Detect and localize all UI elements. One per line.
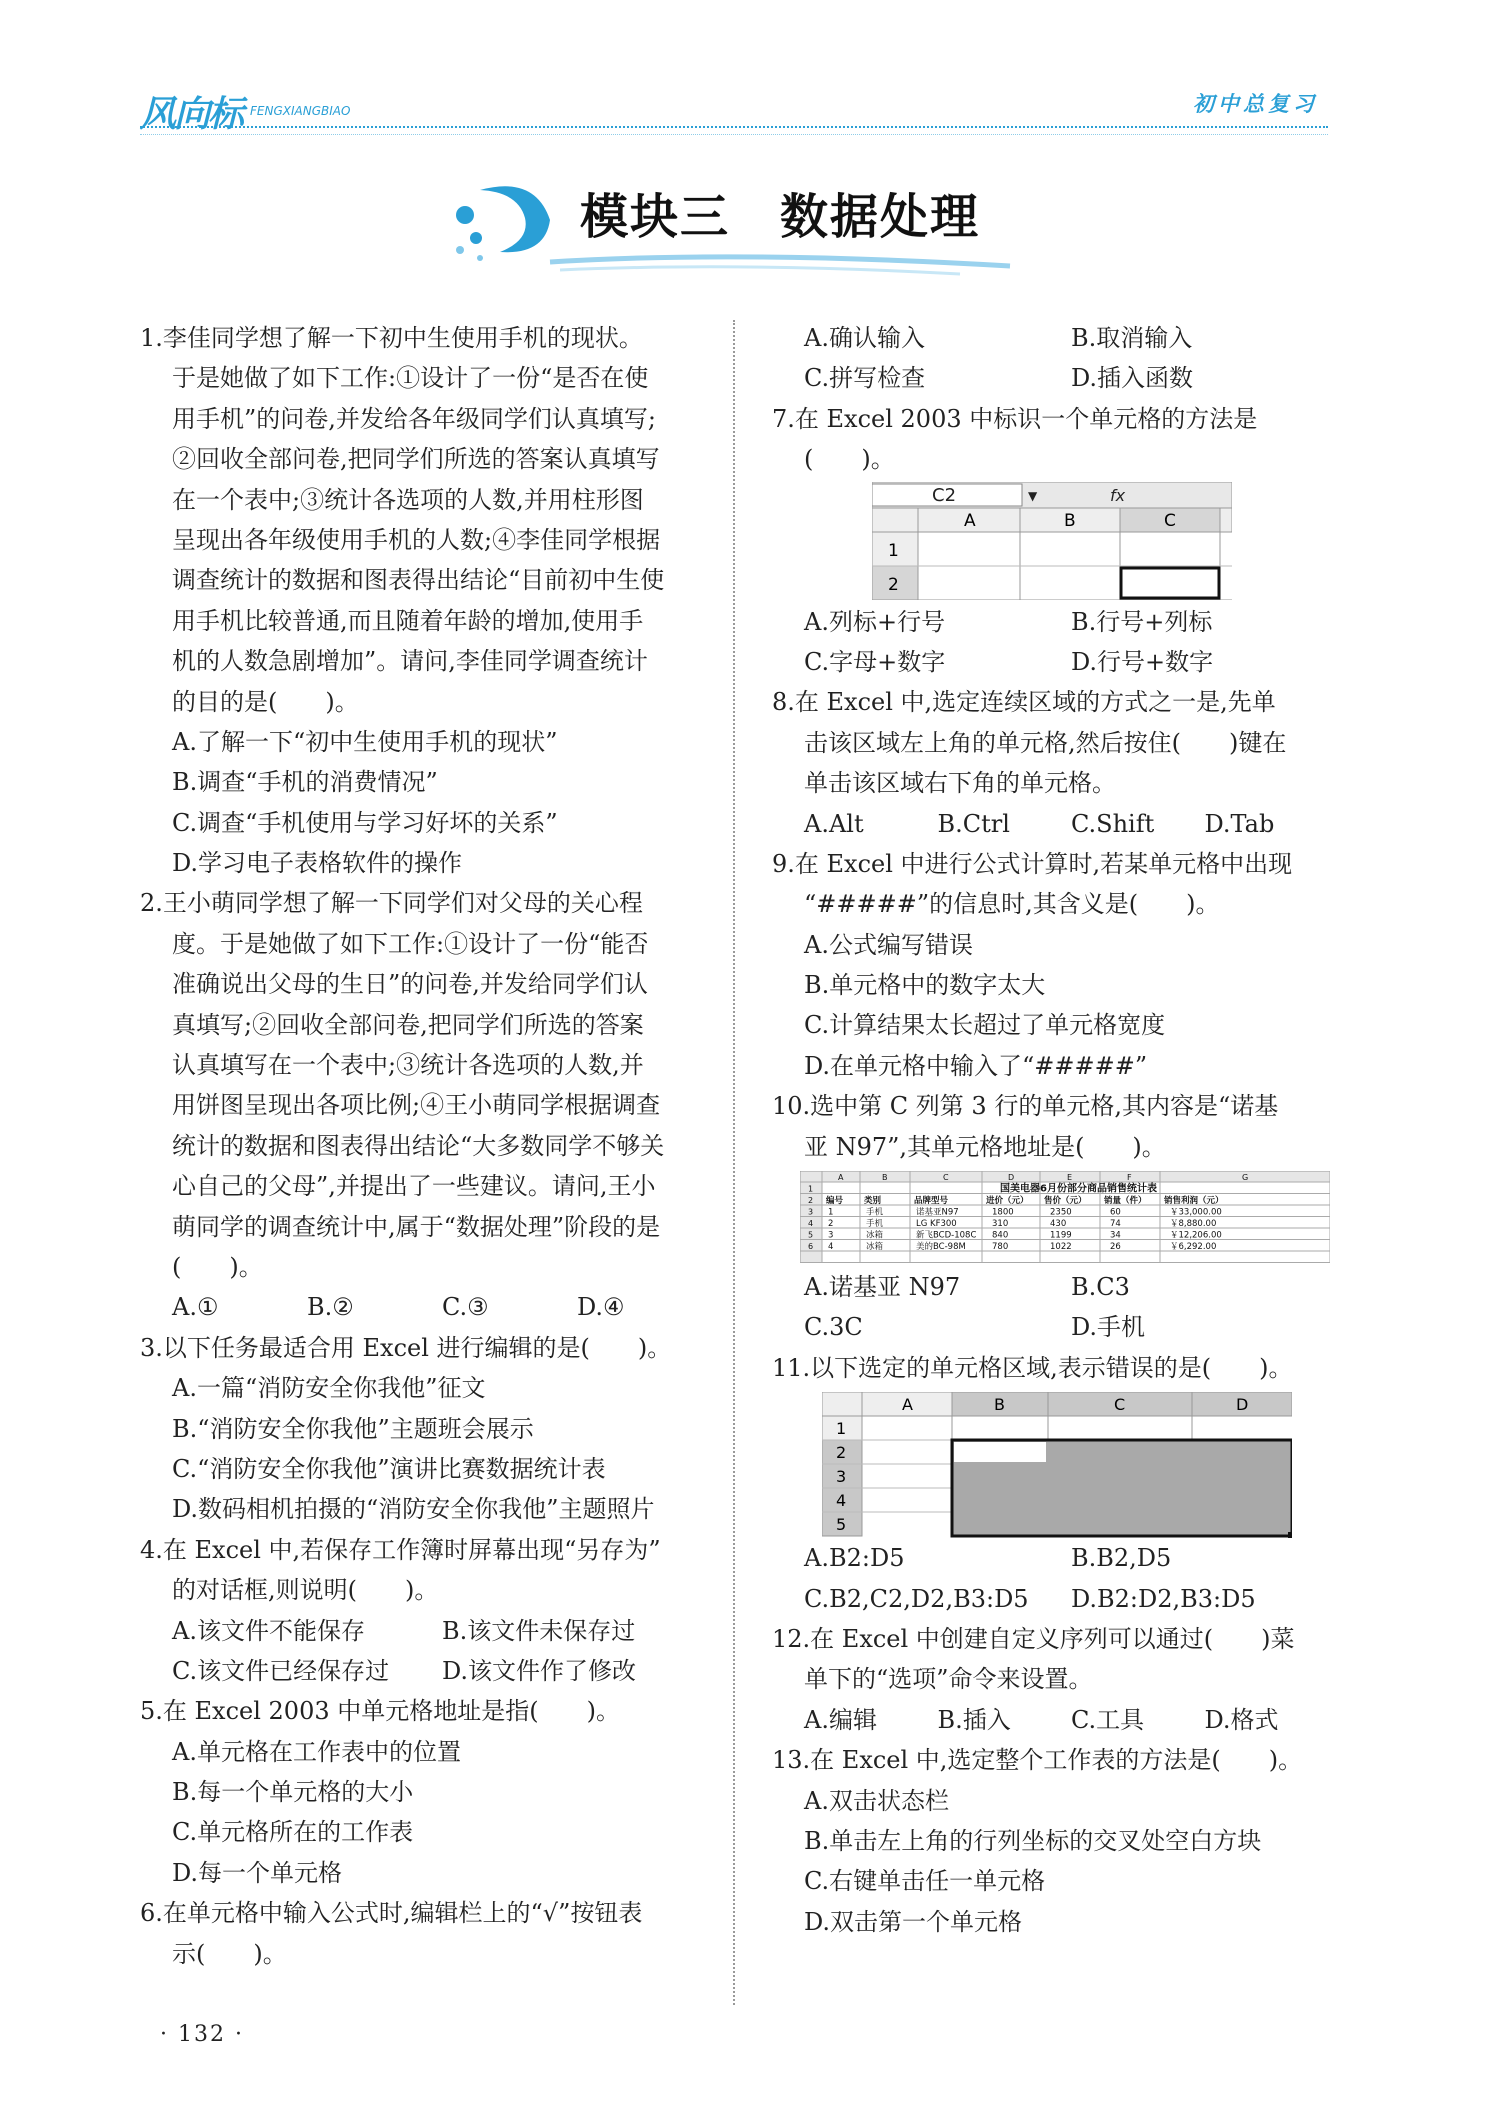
q6-options-row2 (772, 358, 1338, 398)
q10-table-cell: ￥33,000.00 (1170, 1207, 1222, 1218)
q10-col-header: G (1242, 1173, 1249, 1183)
q6-stem: 6.在单元格中输入公式时,编辑栏上的“√”按钮表 (140, 1899, 643, 1928)
q1-line: 用手机”的问卷,并发给各年级同学们认真填写; (172, 404, 656, 433)
q12-stem: 12.在 Excel 中创建自定义序列可以通过( )菜 (772, 1624, 1295, 1653)
left-column (140, 318, 712, 1974)
q9-stem: “#####”的信息时,其含义是( )。 (804, 890, 1220, 919)
q13-option-a: A.双击状态栏 (804, 1786, 949, 1815)
q11-row-2: 2 (836, 1443, 847, 1463)
header-divider-2 (140, 134, 1328, 135)
q1-option-c: C.调查“手机使用与学习好坏的关系” (172, 808, 558, 837)
q9-option-b: B.单元格中的数字太大 (804, 971, 1046, 1000)
q4-stem: 的对话框,则说明( )。 (172, 1576, 439, 1605)
q10-table-cell: 美的BC-98M (916, 1242, 966, 1253)
q10-row-header: 5 (808, 1230, 814, 1240)
q8-stem: 8.在 Excel 中,选定连续区域的方式之一是,先单 (772, 688, 1276, 717)
q10-table-cell: 60 (1110, 1207, 1121, 1218)
q10-table-cell: 冰箱 (866, 1230, 884, 1241)
q13-option-d: D.双击第一个单元格 (804, 1907, 1023, 1936)
q1-option-b: B.调查“手机的消费情况” (172, 768, 438, 797)
q10-table-cell: 840 (992, 1230, 1009, 1241)
q7-namebox: C2 (932, 484, 957, 506)
q10-table-cell: 3 (828, 1230, 834, 1241)
q11-option-d: D.B2:D2,B3:D5 (1071, 1584, 1256, 1613)
q11-row-5: 5 (836, 1515, 847, 1535)
right-column (772, 318, 1338, 1942)
q10-table-cell: 34 (1110, 1230, 1121, 1241)
q7-col-c: C (1164, 510, 1176, 531)
q10-excel-figure (772, 1167, 1338, 1267)
q10-table-cell: 新飞BCD-108C (916, 1230, 977, 1241)
q10-col-header: C (943, 1173, 949, 1183)
q13-option-b: B.单击左上角的行列坐标的交叉处空白方块 (804, 1826, 1262, 1855)
q7-options-row2 (772, 642, 1338, 682)
q9-option-d: D.在单元格中输入了“#####” (804, 1051, 1148, 1080)
q2-line: 统计的数据和图表得出结论“大多数同学不够关 (172, 1131, 665, 1160)
q1-line: ②回收全部问卷,把同学们所选的答案认真填写 (172, 445, 660, 474)
q10-table-cell: 1022 (1050, 1242, 1072, 1253)
q13-stem: 13.在 Excel 中,选定整个工作表的方法是( )。 (772, 1746, 1303, 1775)
q8-option-a: A.Alt (804, 809, 864, 838)
q10-table-header: 编号 (826, 1196, 844, 1207)
q1-line: 呈现出各年级使用手机的人数;④李佳同学根据 (172, 525, 661, 554)
q4-option-a: A.该文件不能保存 (172, 1616, 365, 1645)
q12-option-b: B.插入 (937, 1705, 1011, 1734)
q7-col-a: A (964, 510, 976, 531)
q7-excel-figure (772, 480, 1338, 602)
q10-table-header: 进价（元） (986, 1196, 1029, 1207)
q10-col-header: F (1127, 1173, 1132, 1183)
q10-table-cell: ￥12,206.00 (1170, 1230, 1222, 1241)
q4-options-row2 (140, 1651, 712, 1691)
page-number: · 132 · (160, 2022, 244, 2047)
q10-table-cell: 2350 (1050, 1207, 1072, 1218)
q7-row-2: 2 (888, 574, 899, 595)
logo-subtitle: FENGXIANGBIAO (250, 104, 351, 118)
q10-row-header: 3 (808, 1207, 814, 1217)
q4-option-d: D.该文件作了修改 (442, 1656, 637, 1685)
q12-option-d: D.格式 (1204, 1705, 1279, 1734)
q8-stem: 单击该区域右下角的单元格。 (804, 769, 1116, 798)
q10-table-cell: 430 (1050, 1219, 1067, 1230)
header-series: 初中总复习 (1193, 92, 1318, 116)
q1-line: 于是她做了如下工作:①设计了一份“是否在使 (172, 364, 649, 393)
q8-stem: 击该区域左上角的单元格,然后按住( )键在 (804, 728, 1287, 757)
q2-line: 心自己的父母”,并提出了一些建议。请问,王小 (172, 1172, 656, 1201)
q3-option-b: B.“消防安全你我他”主题班会展示 (172, 1414, 534, 1443)
q10-table-cell: 310 (992, 1219, 1009, 1230)
q1-line: 1.李佳同学想了解一下初中生使用手机的现状。 (140, 324, 643, 352)
q8-options (772, 804, 1338, 844)
q10-row-header: 1 (808, 1184, 814, 1194)
q4-option-c: C.该文件已经保存过 (172, 1656, 390, 1685)
q4-options-row1 (140, 1611, 712, 1651)
q12-option-c: C.工具 (1071, 1705, 1145, 1734)
q4-stem: 4.在 Excel 中,若保存工作簿时屏幕出现“另存为” (140, 1535, 661, 1564)
q10-table-header: 销量（件） (1104, 1196, 1147, 1207)
dropdown-icon: ▼ (1028, 488, 1038, 503)
q10-row-header: 4 (808, 1219, 814, 1229)
q2-options (140, 1287, 712, 1327)
q7-option-a: A.列标+行号 (804, 607, 946, 636)
q5-option-a: A.单元格在工作表中的位置 (172, 1737, 461, 1766)
q9-stem: 9.在 Excel 中进行公式计算时,若某单元格中出现 (772, 849, 1293, 878)
q10-table-cell: 手机 (866, 1207, 884, 1218)
q10-table-cell: 诺基亚N97 (916, 1207, 959, 1218)
q7-excel-svg (872, 482, 1232, 600)
q2-line: 度。于是她做了如下工作:①设计了一份“能否 (172, 929, 649, 958)
q10-table-header: 品牌型号 (914, 1196, 949, 1207)
q3-stem: 3.以下任务最适合用 Excel 进行编辑的是( )。 (140, 1333, 672, 1362)
q1-option-d: D.学习电子表格软件的操作 (172, 849, 463, 878)
q11-option-c: C.B2,C2,D2,B3:D5 (804, 1584, 1029, 1613)
q1-line: 调查统计的数据和图表得出结论“目前初中生使 (172, 566, 665, 595)
q11-excel-figure (772, 1388, 1338, 1538)
q10-row-header: 2 (808, 1196, 814, 1206)
q1-line: 机的人数急剧增加”。请问,李佳同学调查统计 (172, 647, 648, 676)
q12-options (772, 1700, 1338, 1740)
q2-option-d: D.④ (577, 1293, 625, 1322)
q3-option-d: D.数码相机拍摄的“消防安全你我他”主题照片 (172, 1495, 655, 1524)
q6-stem: 示( )。 (172, 1939, 287, 1968)
q10-table-cell: 780 (992, 1242, 1009, 1253)
q8-option-d: D.Tab (1204, 809, 1275, 838)
q6-option-b: B.取消输入 (1071, 324, 1193, 352)
q2-line: 认真填写在一个表中;③统计各选项的人数,并 (172, 1051, 644, 1080)
q2-option-b: B.② (307, 1293, 354, 1322)
q11-col-d: D (1236, 1395, 1249, 1415)
q4-option-b: B.该文件未保存过 (442, 1616, 636, 1645)
q2-line: 用饼图呈现出各项比例;④王小萌同学根据调查 (172, 1091, 661, 1120)
q2-option-c: C.③ (442, 1293, 489, 1322)
q10-table-cell: 26 (1110, 1242, 1121, 1253)
header-divider (140, 124, 1328, 128)
q11-row-4: 4 (836, 1491, 847, 1511)
q5-stem: 5.在 Excel 2003 中单元格地址是指( )。 (140, 1697, 620, 1726)
q9-option-a: A.公式编写错误 (804, 930, 973, 959)
q1-line: 的目的是( )。 (172, 687, 359, 716)
q10-table-cell: 74 (1110, 1219, 1121, 1230)
q1-option-a: A.了解一下“初中生使用手机的现状” (172, 727, 558, 756)
q10-table-cell: 手机 (866, 1219, 884, 1230)
q2-option-a: A.① (172, 1293, 219, 1322)
q10-table-cell: 4 (828, 1242, 834, 1253)
q10-table-cell: 1800 (992, 1207, 1014, 1218)
q10-table-cell: 1199 (1050, 1230, 1072, 1241)
q2-line: 萌同学的调查统计中,属于“数据处理”阶段的是 (172, 1212, 661, 1241)
page-title: 模块三 数据处理 (580, 189, 981, 245)
q2-line: ( )。 (172, 1252, 263, 1281)
q10-row-header: 6 (808, 1242, 814, 1252)
q7-option-d: D.行号+数字 (1071, 647, 1214, 676)
q5-option-c: C.单元格所在的工作表 (172, 1818, 414, 1847)
q10-options-row1 (772, 1267, 1338, 1307)
q10-col-header: A (838, 1173, 844, 1183)
q7-stem: ( )。 (804, 445, 895, 474)
q5-option-d: D.每一个单元格 (172, 1858, 343, 1887)
q10-table-cell: 2 (828, 1219, 834, 1230)
q13-option-c: C.右键单击任一单元格 (804, 1867, 1046, 1896)
q7-option-b: B.行号+列标 (1071, 607, 1213, 636)
q11-excel-svg (822, 1392, 1292, 1538)
q8-option-b: B.Ctrl (937, 809, 1010, 838)
q10-options-row2 (772, 1307, 1338, 1347)
q7-row-1: 1 (888, 540, 899, 561)
q6-option-c: C.拼写检查 (804, 364, 926, 393)
q10-option-a: A.诺基亚 N97 (804, 1273, 961, 1302)
q6-options-row1 (772, 318, 1338, 358)
q10-option-d: D.手机 (1071, 1313, 1146, 1342)
q2-line: 2.王小萌同学想了解一下同学们对父母的关心程 (140, 889, 643, 918)
logo: 风向标 (140, 94, 243, 135)
q10-col-header: E (1067, 1173, 1073, 1183)
q11-col-a: A (902, 1395, 913, 1415)
q7-options-row1 (772, 602, 1338, 642)
q7-fx-icon: fx (1110, 485, 1126, 505)
q10-table-cell: ￥6,292.00 (1170, 1242, 1217, 1253)
q10-excel-svg (800, 1171, 1330, 1263)
q2-line: 真填写;②回收全部问卷,把同学们所选的答案 (172, 1010, 644, 1039)
q9-option-c: C.计算结果太长超过了单元格宽度 (804, 1011, 1166, 1040)
q11-options-row2 (772, 1579, 1338, 1619)
q11-stem: 11.以下选定的单元格区域,表示错误的是( )。 (772, 1353, 1293, 1382)
q10-col-header: D (1008, 1173, 1015, 1183)
q10-stem: 10.选中第 C 列第 3 行的单元格,其内容是“诺基 (772, 1092, 1279, 1121)
q10-option-c: C.3C (804, 1313, 863, 1342)
q11-option-b: B.B2,D5 (1071, 1544, 1172, 1573)
q10-option-b: B.C3 (1071, 1273, 1130, 1302)
q10-table-cell: LG KF300 (916, 1219, 957, 1230)
q10-table-cell: 冰箱 (866, 1242, 884, 1253)
q12-stem: 单下的“选项”命令来设置。 (804, 1665, 1093, 1694)
q7-option-c: C.字母+数字 (804, 647, 946, 676)
q8-option-c: C.Shift (1071, 809, 1155, 838)
q10-stem: 亚 N97”,其单元格地址是( )。 (804, 1132, 1166, 1161)
q11-options-row1 (772, 1538, 1338, 1578)
q10-table-cell: ￥8,880.00 (1170, 1219, 1217, 1230)
q7-col-b: B (1064, 510, 1076, 531)
q10-table-header: 售价（元） (1044, 1196, 1087, 1207)
page-header (140, 82, 1328, 135)
q10-col-header: B (882, 1173, 888, 1183)
q7-stem: 7.在 Excel 2003 中标识一个单元格的方法是 (772, 404, 1258, 433)
q5-option-b: B.每一个单元格的大小 (172, 1778, 414, 1807)
q11-row-3: 3 (836, 1467, 847, 1487)
q6-option-a: A.确认输入 (804, 324, 925, 352)
q11-col-c: C (1114, 1395, 1126, 1415)
q2-line: 准确说出父母的生日”的问卷,并发给同学们认 (172, 970, 648, 999)
q1-line: 在一个表中;③统计各选项的人数,并用柱形图 (172, 485, 644, 514)
q3-option-a: A.一篇“消防安全你我他”征文 (172, 1374, 486, 1403)
module-title-block (440, 170, 1020, 280)
q11-col-b: B (994, 1395, 1005, 1415)
column-divider (733, 320, 735, 2005)
q12-option-a: A.编辑 (804, 1705, 877, 1734)
q10-table-title: 国美电器6月份部分商品销售统计表 (1000, 1183, 1157, 1195)
q11-option-a: A.B2:D5 (804, 1544, 905, 1573)
q10-table-header: 销售利润（元） (1164, 1196, 1224, 1207)
q6-option-d: D.插入函数 (1071, 364, 1194, 393)
q10-table-cell: 1 (828, 1207, 834, 1218)
q3-option-c: C.“消防安全你我他”演讲比赛数据统计表 (172, 1454, 606, 1483)
q1-line: 用手机比较普通,而且随着年龄的增加,使用手 (172, 606, 644, 635)
q11-row-1: 1 (836, 1419, 847, 1439)
q10-table-header: 类别 (864, 1196, 882, 1207)
